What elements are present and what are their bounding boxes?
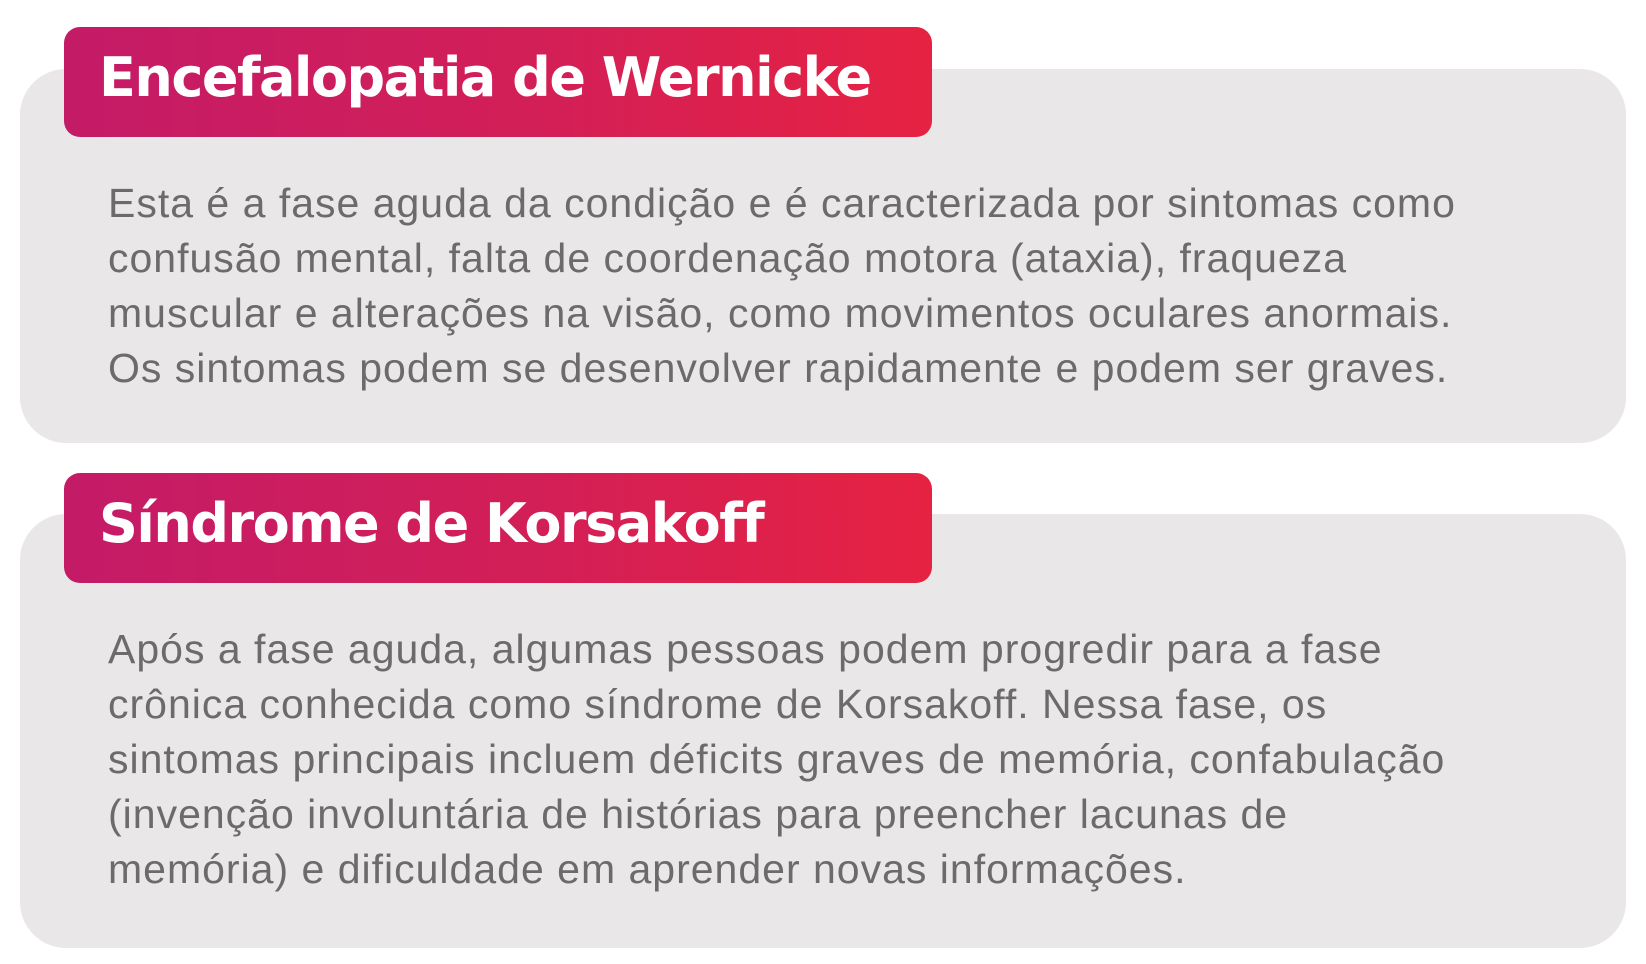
- wernicke-description-line: muscular e alterações na visão, como movimentos oculares anormais.: [108, 290, 1453, 336]
- wernicke-title: Encefalopatia de Wernicke: [99, 46, 871, 109]
- wernicke-description-line: Os sintomas podem se desenvolver rapidamente e podem ser graves.: [108, 345, 1449, 391]
- wernicke-description-line: confusão mental, falta de coordenação motora (ataxia), fraqueza: [108, 235, 1348, 281]
- korsakoff-description-line: Após a fase aguda, algumas pessoas podem progredir para a fase: [108, 626, 1383, 672]
- wernicke-description-line: Esta é a fase aguda da condição e é caracterizada por sintomas como: [108, 180, 1456, 226]
- korsakoff-description: [108, 622, 1608, 897]
- korsakoff-description-line: crônica conhecida como síndrome de Korsakoff. Nessa fase, os: [108, 681, 1328, 727]
- korsakoff-title-banner: [64, 473, 932, 583]
- wernicke-description: [108, 176, 1608, 396]
- korsakoff-title: Síndrome de Korsakoff: [99, 492, 764, 555]
- wernicke-title-banner: [64, 27, 932, 137]
- korsakoff-description-line: sintomas principais incluem déficits graves de memória, confabulação: [108, 736, 1446, 782]
- korsakoff-description-line: (invenção involuntária de histórias para preencher lacunas de: [108, 791, 1289, 837]
- korsakoff-description-line: memória) e dificuldade em aprender novas informações.: [108, 846, 1187, 892]
